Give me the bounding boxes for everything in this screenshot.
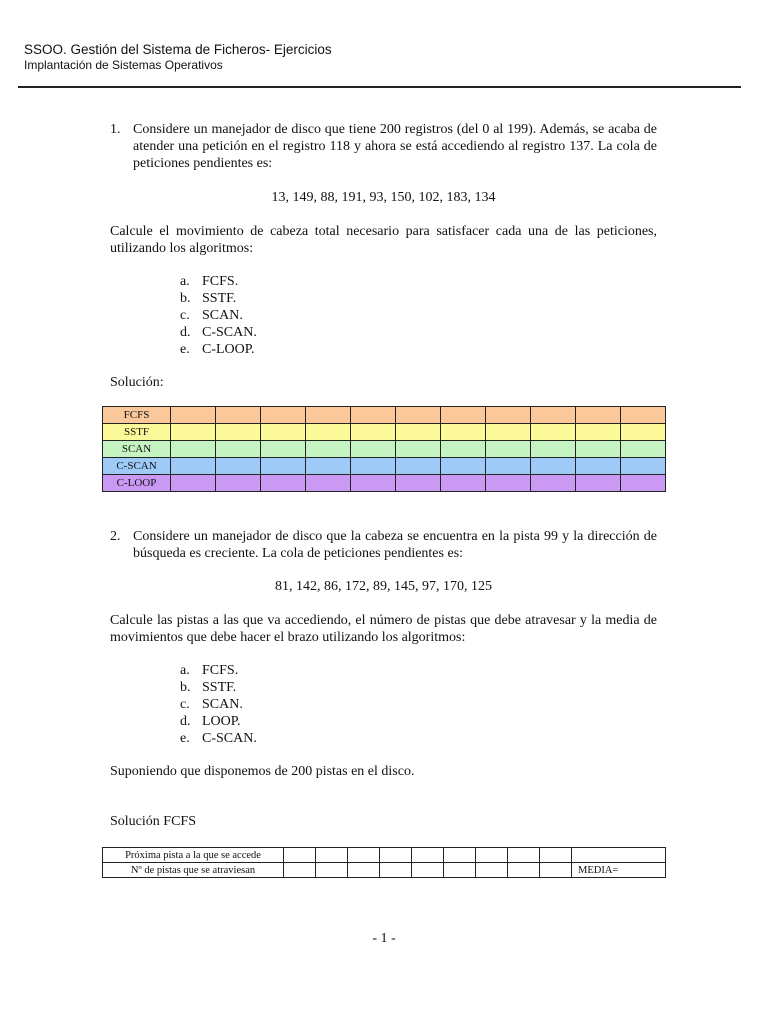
question-2 (110, 528, 657, 562)
question-2-number: 2. (110, 529, 121, 544)
question-1-queue: 13, 149, 88, 191, 93, 150, 102, 183, 134 (271, 190, 496, 205)
document-subtitle: Implantación de Sistemas Operativos (24, 58, 223, 72)
option-scan: c. SCAN. (180, 308, 243, 323)
question-1 (110, 121, 657, 172)
option-cloop: e. C-LOOP. (180, 342, 255, 357)
option-fcfs: a. FCFS. (180, 663, 239, 678)
page-header (24, 42, 332, 73)
option-sstf: b. SSTF. (180, 291, 237, 306)
row-label-scan: SCAN (103, 441, 171, 458)
option-sstf: b. SSTF. (180, 680, 237, 695)
row-label-next-track: Próxima pista a la que se accede (103, 848, 284, 863)
option-cscan: d. C-SCAN. (180, 325, 257, 340)
option-fcfs: a. FCFS. (180, 274, 239, 289)
table-row-sstf (103, 424, 666, 441)
table-row-cloop (103, 475, 666, 492)
option-loop: d. LOOP. (180, 714, 241, 729)
table-row-fcfs (103, 407, 666, 424)
page-number: - 1 - (372, 931, 396, 946)
question-1-number: 1. (110, 122, 121, 137)
question-1-solution-table (102, 406, 666, 492)
fcfs-solution-table (102, 847, 666, 878)
question-1-instruction: Calcule el movimiento de cabeza total necesario para satisfacer cada una de las peticiones, utilizando los algoritmos: (110, 224, 657, 256)
table-row-next-track (103, 848, 666, 863)
option-cscan: e. C-SCAN. (180, 731, 257, 746)
question-1-solution-label: Solución: (110, 375, 164, 390)
row-label-cscan: C-SCAN (103, 458, 171, 475)
question-2-solution-label: Solución FCFS (110, 814, 196, 829)
document-title: SSOO. Gestión del Sistema de Ficheros- Ejercicios (24, 42, 332, 57)
row-label-fcfs: FCFS (103, 407, 171, 424)
question-2-queue: 81, 142, 86, 172, 89, 145, 97, 170, 125 (275, 579, 492, 594)
table-row-scan (103, 441, 666, 458)
row-label-cloop: C-LOOP (103, 475, 171, 492)
header-divider (18, 86, 741, 88)
table-row-cscan (103, 458, 666, 475)
question-2-instruction: Calcule las pistas a las que va accediendo, el número de pistas que debe atravesar y la media de movimientos que debe hacer el brazo utilizando los algoritmos: (110, 613, 657, 645)
question-1-options (180, 273, 257, 358)
table-row-tracks-crossed (103, 863, 666, 878)
question-1-text: Considere un manejador de disco que tiene 200 registros (del 0 al 199). Además, se acaba de atender una petición en el registro 118 y ahora se está accediendo al registro 137. La cola de peticiones pendientes es: (133, 122, 657, 171)
row-label-tracks-crossed: Nº de pistas que se atraviesan (103, 863, 284, 878)
option-scan: c. SCAN. (180, 697, 243, 712)
question-2-note: Suponiendo que disponemos de 200 pistas en el disco. (110, 764, 415, 779)
question-2-text: Considere un manejador de disco que la cabeza se encuentra en la pista 99 y la dirección de búsqueda es creciente. La cola de peticiones pendientes es: (133, 529, 657, 561)
question-2-options (180, 662, 257, 747)
media-label: MEDIA= (572, 863, 666, 878)
row-label-sstf: SSTF (103, 424, 171, 441)
